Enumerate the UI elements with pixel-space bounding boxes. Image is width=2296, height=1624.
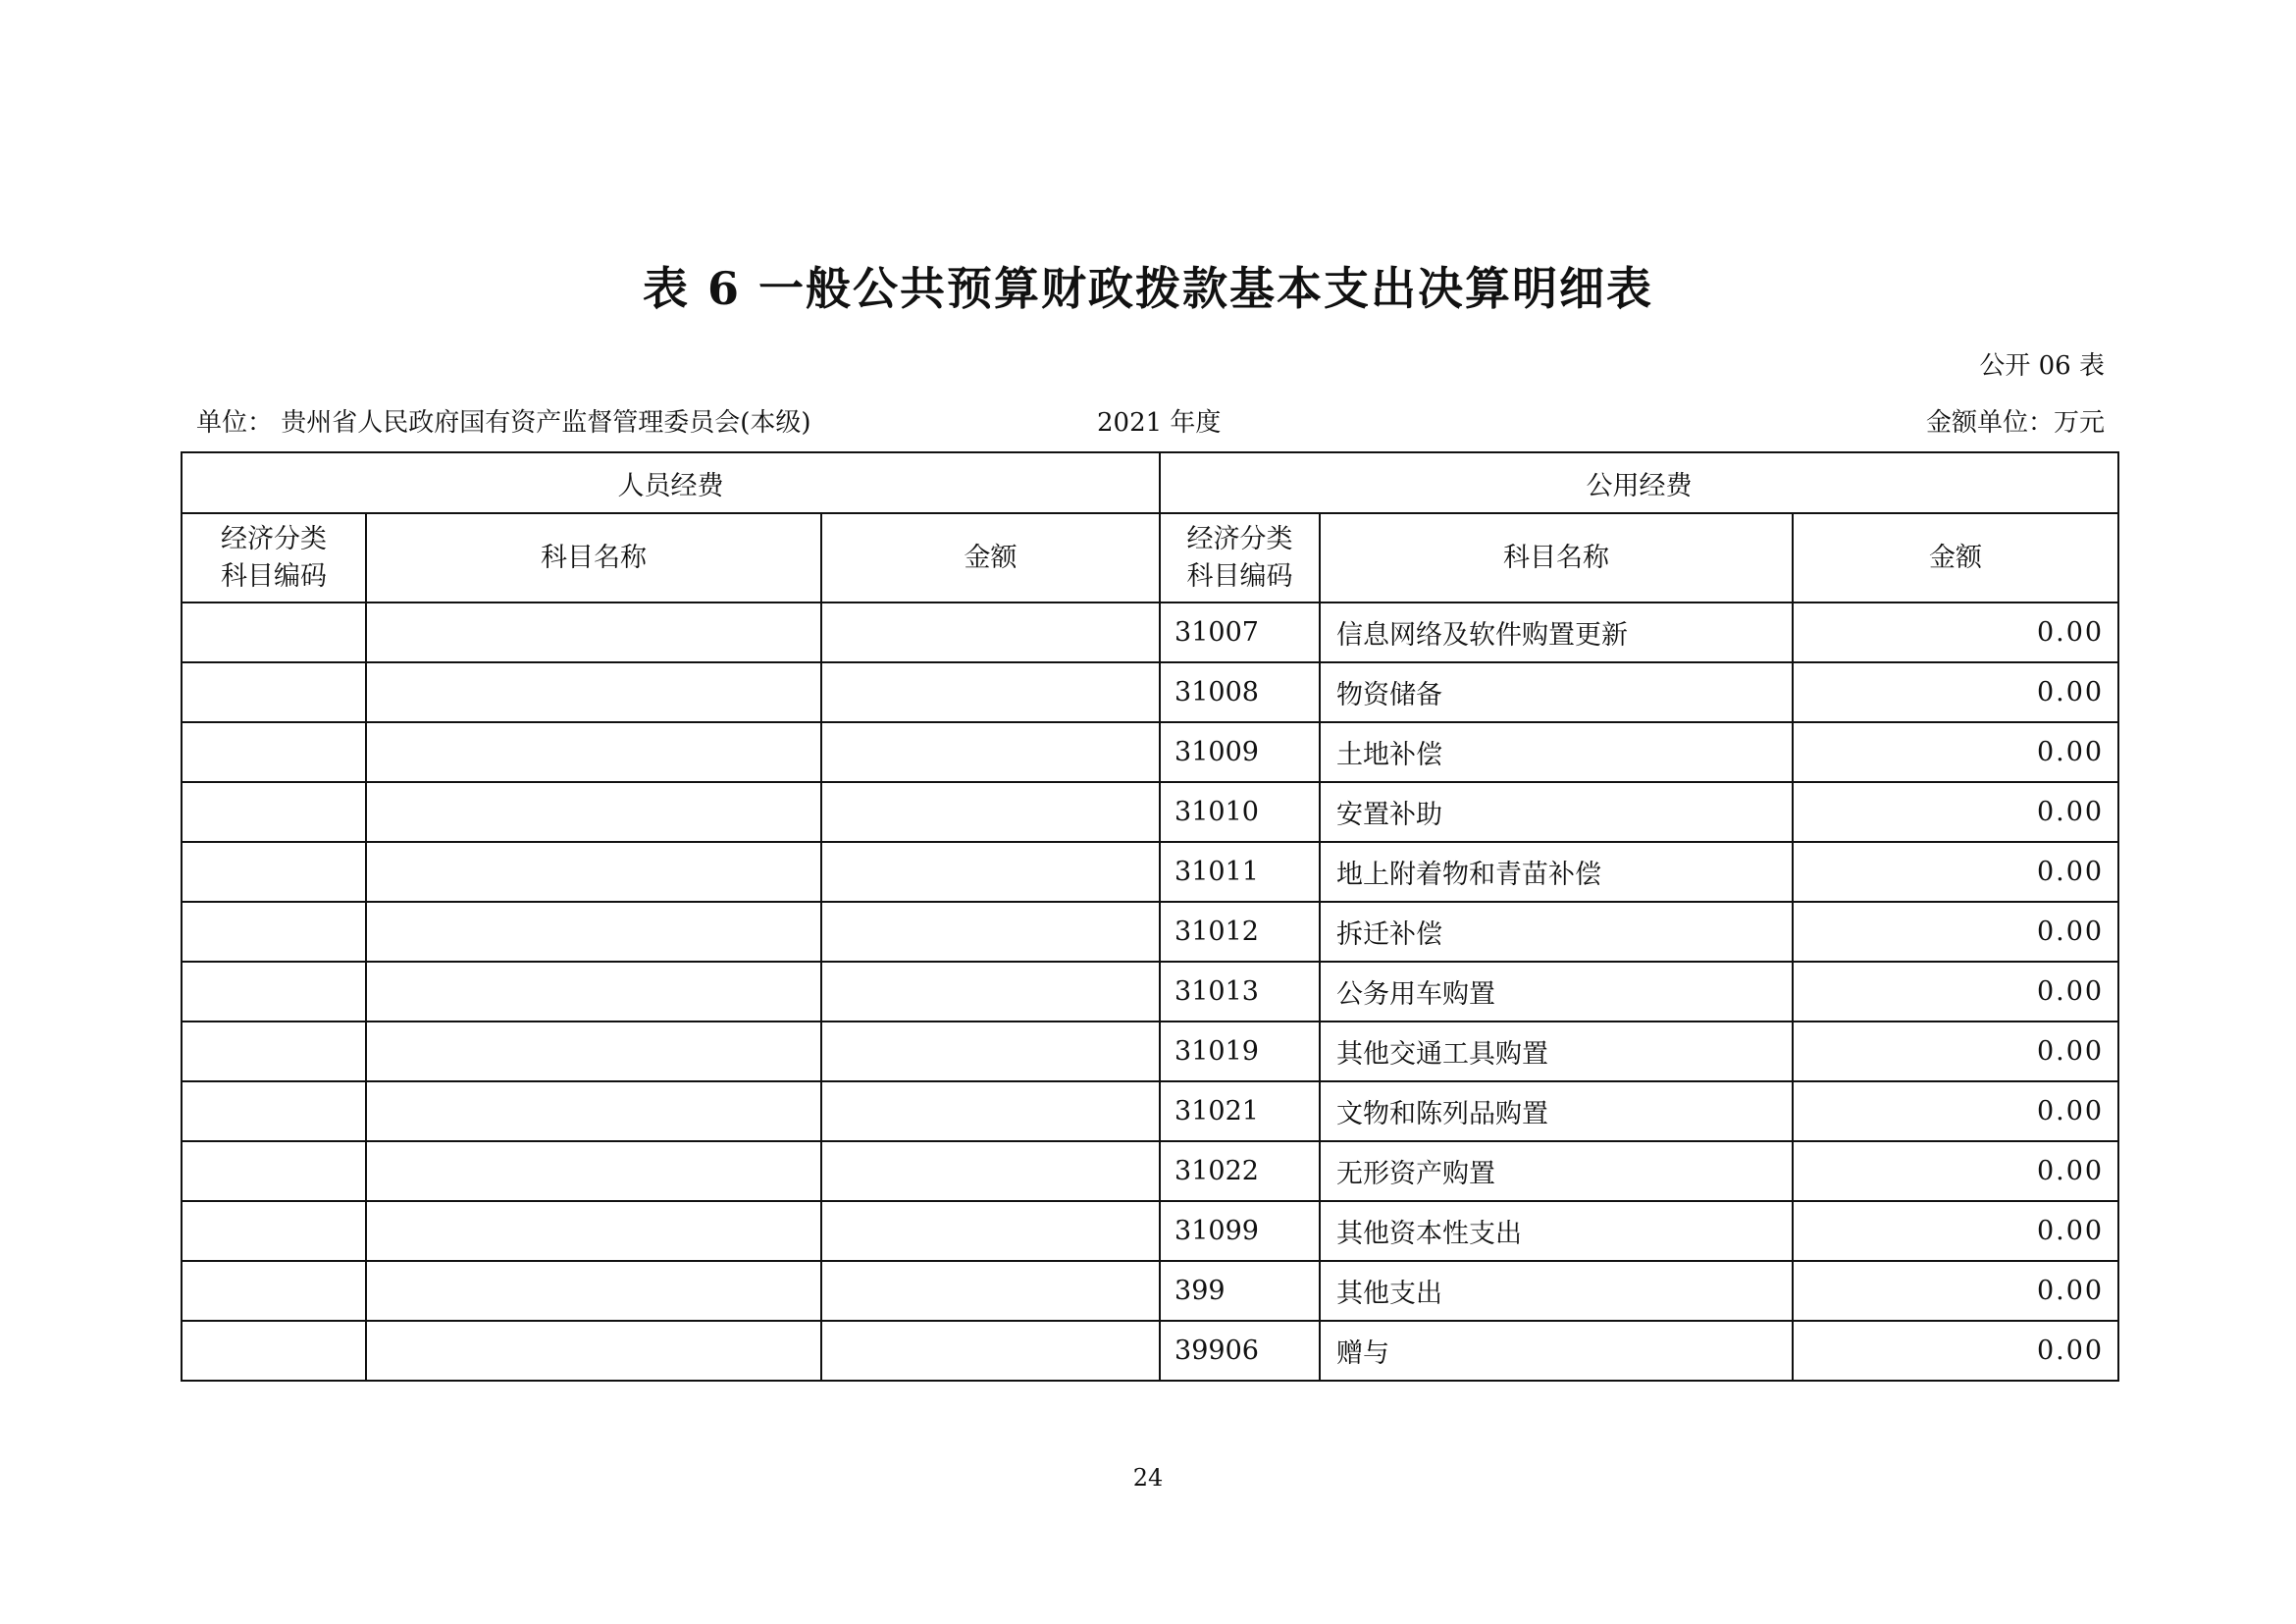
personnel-code-cell [182,722,366,782]
table-row [182,902,2118,962]
personnel-code-cell [182,1022,366,1081]
reporting-unit: 单位： 贵州省人民政府国有资产监督管理委员会(本级) [196,408,811,438]
amount-unit: 金额单位：万元 [1925,408,2105,438]
public-code-header [1160,513,1320,602]
public-amount-header: 金额 [1793,513,2118,602]
personnel-name-cell [366,1022,821,1081]
code-header-line2: 科目编码 [221,560,327,592]
public-name-cell: 拆迁补偿 [1320,902,1793,962]
personnel-name-cell [366,1321,821,1381]
public-name-cell: 赠与 [1320,1321,1793,1381]
personnel-code-cell [182,782,366,842]
personnel-name-cell [366,722,821,782]
personnel-name-cell [366,842,821,902]
expenditure-detail-table [181,451,2119,1382]
table-row [182,1141,2118,1201]
personnel-amount-cell [821,842,1160,902]
personnel-amount-cell [821,662,1160,722]
personnel-expenses-header: 人员经费 [182,452,1160,513]
public-name-cell: 土地补偿 [1320,722,1793,782]
public-expenses-header: 公用经费 [1160,452,2118,513]
public-amount-cell: 0.00 [1793,1201,2118,1261]
personnel-amount-cell [821,1261,1160,1321]
public-amount-cell: 0.00 [1793,1141,2118,1201]
personnel-amount-cell [821,722,1160,782]
personnel-amount-cell [821,602,1160,662]
public-code-cell: 31012 [1160,902,1320,962]
personnel-name-cell [366,902,821,962]
table-row [182,842,2118,902]
public-code-cell: 31007 [1160,602,1320,662]
public-name-cell: 其他支出 [1320,1261,1793,1321]
public-code-cell: 31022 [1160,1141,1320,1201]
personnel-code-cell [182,602,366,662]
public-amount-cell: 0.00 [1793,1261,2118,1321]
personnel-code-cell [182,1141,366,1201]
personnel-code-header [182,513,366,602]
code-header-line2: 科目编码 [1186,560,1293,592]
public-code-cell: 39906 [1160,1321,1320,1381]
personnel-name-cell [366,782,821,842]
personnel-amount-cell [821,902,1160,962]
public-name-cell: 其他交通工具购置 [1320,1022,1793,1081]
public-amount-cell: 0.00 [1793,782,2118,842]
public-code-cell: 31021 [1160,1081,1320,1141]
public-amount-cell: 0.00 [1793,722,2118,782]
public-code-cell: 31099 [1160,1201,1320,1261]
personnel-amount-cell [821,1022,1160,1081]
personnel-code-cell [182,842,366,902]
public-amount-cell: 0.00 [1793,662,2118,722]
code-header-line1: 经济分类 [221,523,327,554]
personnel-name-cell [366,1081,821,1141]
page-number: 24 [1132,1464,1164,1492]
personnel-amount-cell [821,1081,1160,1141]
public-code-cell: 31010 [1160,782,1320,842]
public-amount-cell: 0.00 [1793,1321,2118,1381]
personnel-code-cell [182,1261,366,1321]
public-name-cell: 安置补助 [1320,782,1793,842]
table-row [182,1081,2118,1141]
group-header-row [182,452,2118,513]
column-header-row [182,513,2118,602]
personnel-amount-cell [821,1321,1160,1381]
public-amount-cell: 0.00 [1793,902,2118,962]
page-title: 表 6 一般公共预算财政拨款基本支出决算明细表 [642,262,1654,315]
public-name-cell: 信息网络及软件购置更新 [1320,602,1793,662]
table-row [182,722,2118,782]
personnel-name-cell [366,1201,821,1261]
table-row [182,1022,2118,1081]
personnel-name-cell [366,962,821,1022]
code-header-line1: 经济分类 [1186,523,1293,554]
public-amount-cell: 0.00 [1793,602,2118,662]
public-name-cell: 公务用车购置 [1320,962,1793,1022]
public-code-cell: 31009 [1160,722,1320,782]
public-name-cell: 物资储备 [1320,662,1793,722]
table-row [182,1261,2118,1321]
table-row [182,962,2118,1022]
public-code-cell: 399 [1160,1261,1320,1321]
public-amount-cell: 0.00 [1793,1081,2118,1141]
personnel-amount-header: 金额 [821,513,1160,602]
personnel-code-cell [182,1201,366,1261]
personnel-code-cell [182,1081,366,1141]
public-name-header: 科目名称 [1320,513,1793,602]
personnel-name-header: 科目名称 [366,513,821,602]
personnel-code-cell [182,902,366,962]
personnel-code-cell [182,662,366,722]
public-code-cell: 31008 [1160,662,1320,722]
personnel-name-cell [366,1141,821,1201]
public-name-cell: 其他资本性支出 [1320,1201,1793,1261]
personnel-amount-cell [821,1201,1160,1261]
table-row [182,782,2118,842]
public-amount-cell: 0.00 [1793,962,2118,1022]
public-amount-cell: 0.00 [1793,842,2118,902]
public-code-cell: 31013 [1160,962,1320,1022]
personnel-amount-cell [821,1141,1160,1201]
personnel-amount-cell [821,782,1160,842]
form-number: 公开 06 表 [1979,351,2105,381]
personnel-name-cell [366,1261,821,1321]
public-name-cell: 文物和陈列品购置 [1320,1081,1793,1141]
personnel-name-cell [366,662,821,722]
table-row [182,1321,2118,1381]
public-name-cell: 无形资产购置 [1320,1141,1793,1201]
personnel-code-cell [182,1321,366,1381]
personnel-code-cell [182,962,366,1022]
public-code-cell: 31011 [1160,842,1320,902]
table-row [182,662,2118,722]
table-row [182,1201,2118,1261]
public-code-cell: 31019 [1160,1022,1320,1081]
personnel-amount-cell [821,962,1160,1022]
table-row [182,602,2118,662]
personnel-name-cell [366,602,821,662]
public-name-cell: 地上附着物和青苗补偿 [1320,842,1793,902]
fiscal-year: 2021 年度 [1097,408,1222,438]
public-amount-cell: 0.00 [1793,1022,2118,1081]
